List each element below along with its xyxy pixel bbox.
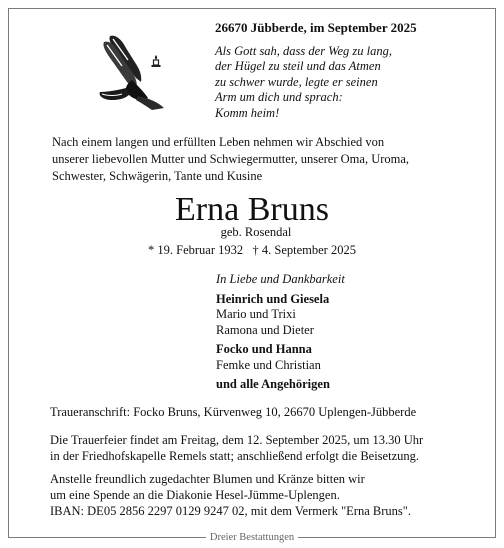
poem-line: Arm um dich und sprach: [215, 90, 343, 105]
family-line: Femke und Christian [216, 357, 321, 372]
family-heading: In Liebe und Dankbarkeit [216, 272, 345, 286]
family-list [216, 272, 345, 393]
poem-line: Als Gott sah, dass der Weg zu lang, [215, 44, 392, 58]
donation-line: um eine Spende an die Diakonie Hesel-Jümme-Uplengen. [50, 488, 340, 502]
family-line: und alle Angehörigen [216, 377, 330, 391]
birth-name: geb. Rosendal [220, 225, 292, 239]
donation-line: Anstelle freundlich zugedachter Blumen und Kränze bitten wir [50, 472, 365, 486]
family-line: Ramona und Dieter [216, 322, 314, 337]
poem-line: der Hügel zu steil und das Atmen [215, 59, 381, 74]
intro-line: Schwester, Schwägerin, Tante und Kusine [52, 169, 263, 183]
life-dates: * 19. Februar 1932 † 4. September 2025 [148, 243, 356, 257]
mourning-address: Traueranschrift: Focko Bruns, Kürvenweg 10, 26670 Uplengen-Jübberde [50, 405, 417, 419]
intro-line: Nach einem langen und erfüllten Leben nehmen wir Abschied von [52, 135, 385, 149]
deceased-name: Erna Bruns [175, 191, 329, 228]
family-line: Heinrich und Giesela [216, 291, 330, 306]
donation-info [50, 471, 411, 519]
ceremony-line: in der Friedhofskapelle Remels statt; anschließend erfolgt die Beisetzung. [50, 449, 419, 463]
ceremony-line: Die Trauerfeier findet am Freitag, dem 12. September 2025, um 13.30 Uhr [50, 433, 424, 447]
family-line: Mario und Trixi [216, 307, 296, 321]
poem [215, 44, 392, 121]
candle-icon [150, 54, 162, 68]
family-line: Focko und Hanna [216, 342, 312, 356]
place-date: 26670 Jübberde, im September 2025 [215, 20, 417, 35]
poem-line: zu schwer wurde, legte er seinen [215, 74, 378, 89]
poem-line: Komm heim! [215, 105, 280, 120]
ceremony-info [50, 432, 423, 464]
credit-text: Dreier Bestattungen [206, 532, 298, 543]
intro-text [52, 134, 409, 185]
credit-footer [0, 532, 504, 543]
intro-line: unserer liebevollen Mutter und Schwiegermutter, unserer Oma, Uroma, [52, 152, 410, 166]
donation-line: IBAN: DE05 2856 2297 0129 9247 02, mit dem Vermerk "Erna Bruns". [50, 504, 411, 518]
praying-hands-icon [92, 30, 168, 112]
